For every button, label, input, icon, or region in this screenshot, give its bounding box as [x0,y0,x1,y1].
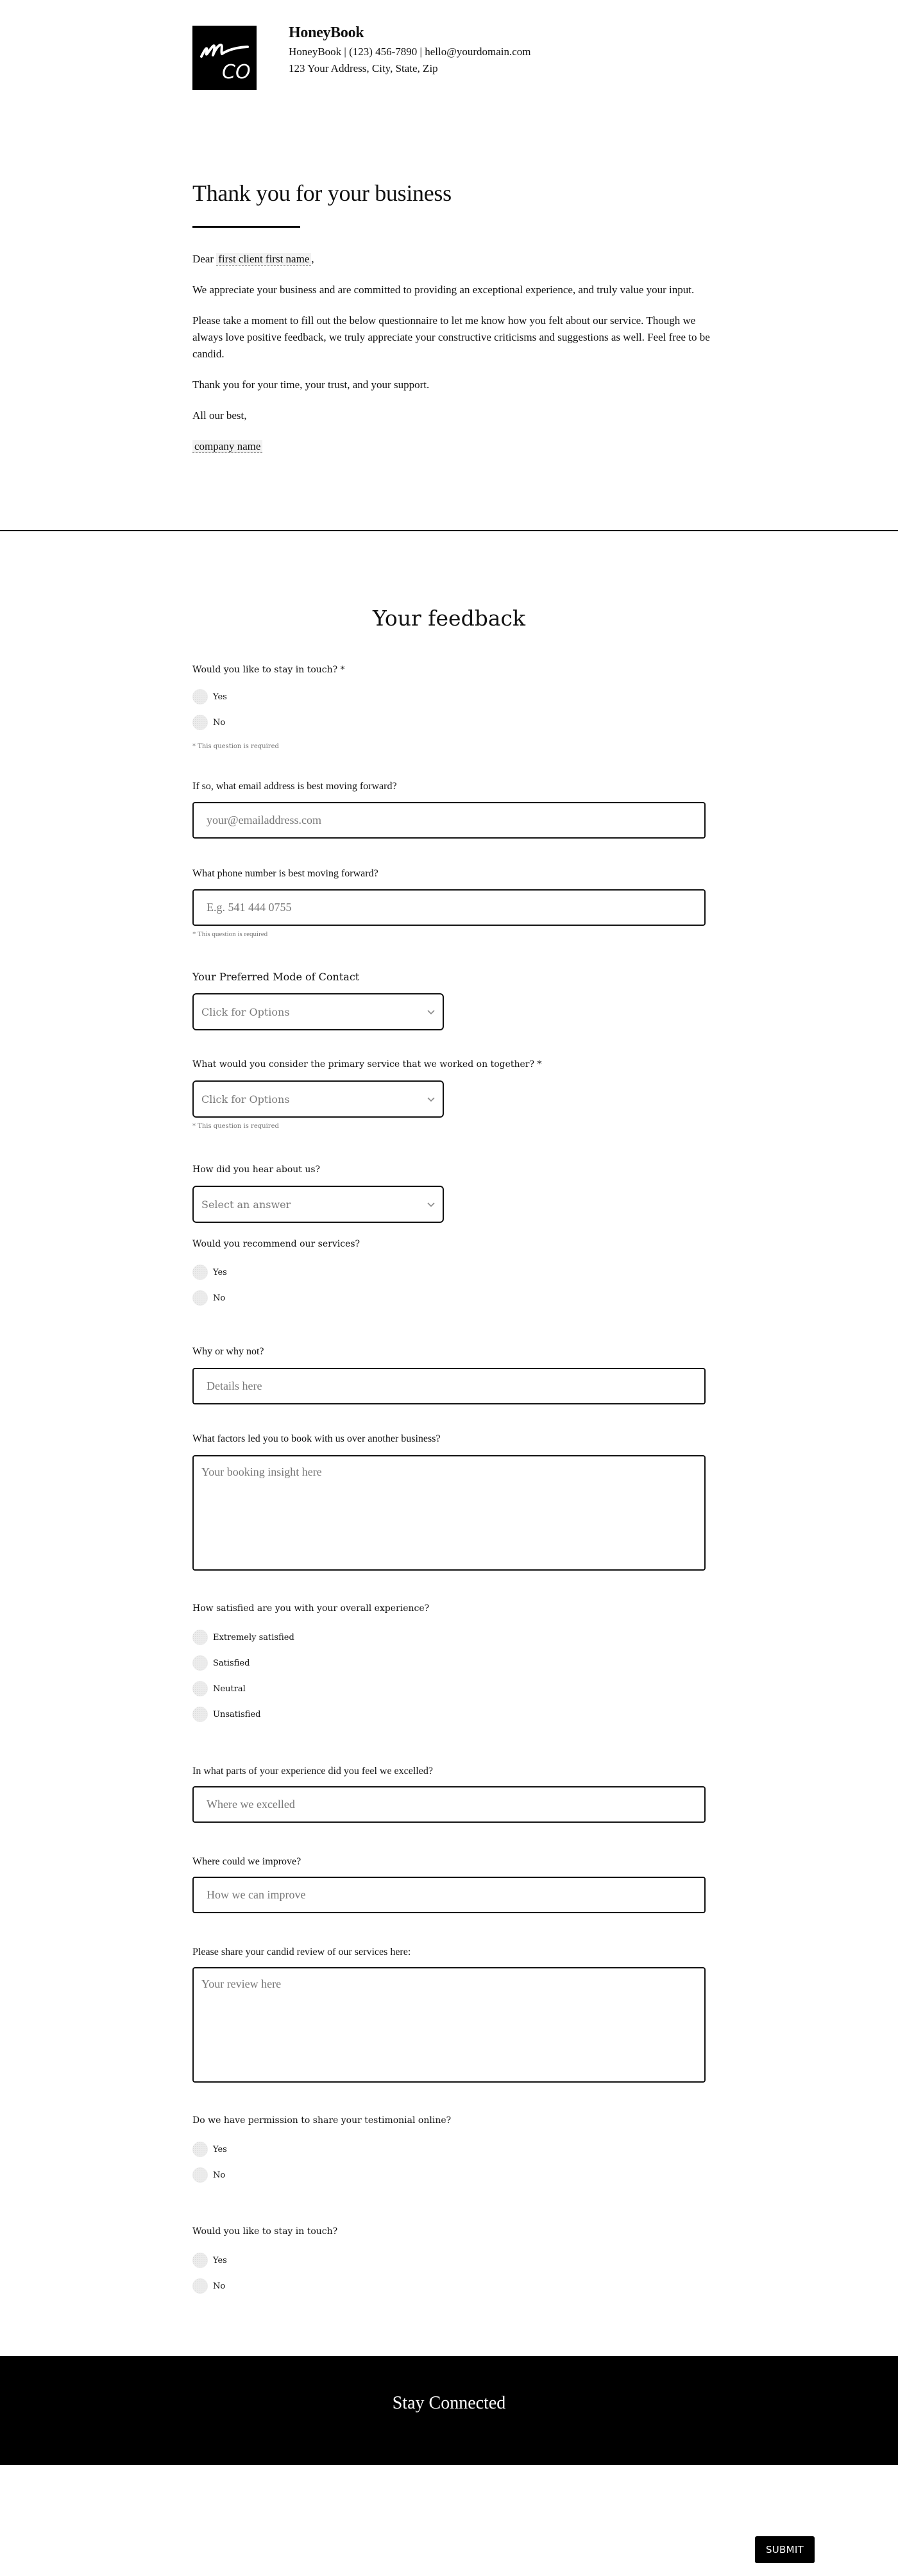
thank-you-letter [192,173,718,455]
select-value: Select an answer [201,1198,291,1211]
radio-label: Yes [213,2144,227,2154]
question-why-label: Why or why not? [192,1346,264,1357]
radio-circle-icon[interactable] [192,2142,208,2157]
email-input[interactable]: your@emailaddress.com [192,802,706,839]
radio-stay-in-touch-no[interactable] [192,714,225,731]
letter-signature [192,438,718,455]
phone-input[interactable]: E.g. 541 444 0755 [192,889,706,926]
radio-circle-icon[interactable] [192,1681,208,1696]
radio-label: Yes [213,2255,227,2265]
radio-stay-in-touch-yes[interactable] [192,688,227,705]
radio-label: Unsatisfied [213,1709,261,1719]
chevron-down-icon [426,1094,436,1104]
select-value: Click for Options [201,1005,290,1018]
radio-label: No [213,2170,226,2180]
radio-stay-in-touch-2-no[interactable] [192,2278,225,2294]
letter-signoff: All our best, [192,409,247,422]
radio-satisfaction-extremely-satisfied[interactable] [192,1629,294,1646]
radio-circle-icon[interactable] [192,2253,208,2268]
submit-button[interactable]: SUBMIT [755,2536,815,2563]
radio-circle-icon[interactable] [192,2167,208,2183]
radio-circle-icon[interactable] [192,1630,208,1645]
review-textarea[interactable]: Your review here [192,1967,706,2083]
radio-circle-icon[interactable] [192,715,208,730]
improve-input[interactable]: How we can improve [192,1877,706,1913]
question-excelled-label: In what parts of your experience did you feel we excelled? [192,1766,433,1777]
question-improve-label: Where could we improve? [192,1856,301,1867]
stay-connected-title: Stay Connected [392,2393,506,2413]
svg-text:CO: CO [222,61,251,83]
question-phone-label: What phone number is best moving forward? [192,868,378,879]
company-logo [192,26,257,90]
section-divider [0,530,898,531]
factors-textarea[interactable]: Your booking insight here [192,1455,706,1571]
radio-circle-icon[interactable] [192,2278,208,2294]
required-note: * This question is required [192,743,279,750]
greeting-prefix: Dear [192,253,214,265]
radio-label: No [213,717,226,728]
brand-address-line: 123 Your Address, City, State, Zip [289,62,438,74]
contact-mode-select[interactable] [192,993,444,1030]
chevron-down-icon [426,1199,436,1209]
question-permission-label: Do we have permission to share your testimonial online? [192,2115,452,2126]
radio-label: No [213,2281,226,2291]
question-hear-about-label: How did you hear about us? [192,1164,321,1175]
radio-satisfaction-satisfied[interactable] [192,1655,250,1671]
question-satisfaction-label: How satisfied are you with your overall experience? [192,1603,430,1614]
radio-circle-icon[interactable] [192,1265,208,1280]
company-name-token[interactable]: company name [192,440,262,453]
question-stay-in-touch-2-label: Would you like to stay in touch? [192,2226,338,2237]
brand-name: HoneyBook [289,24,364,41]
question-contact-mode-label: Your Preferred Mode of Contact [192,971,360,983]
radio-permission-no[interactable] [192,2167,225,2183]
hear-about-select[interactable] [192,1186,444,1223]
radio-circle-icon[interactable] [192,1707,208,1722]
radio-label: No [213,1293,226,1303]
radio-satisfaction-neutral[interactable] [192,1680,246,1697]
feedback-title: Your feedback [373,606,525,631]
radio-permission-yes[interactable] [192,2141,227,2158]
radio-circle-icon[interactable] [192,689,208,704]
letter-paragraph: Thank you for your time, your trust, and your support. [192,379,430,391]
required-note: * This question is required [192,930,268,938]
client-name-token[interactable]: first client first name [216,253,311,266]
required-note: * This question is required [192,1123,279,1130]
question-factors-label: What factors led you to book with us over another business? [192,1433,441,1444]
letter-title: Thank you for your business [192,180,452,206]
question-email-label: If so, what email address is best moving forward? [192,781,397,792]
radio-recommend-no[interactable] [192,1290,225,1306]
letter-greeting [192,251,718,268]
radio-circle-icon[interactable] [192,1290,208,1306]
why-input[interactable]: Details here [192,1368,706,1404]
primary-service-select[interactable] [192,1080,444,1118]
radio-label: Satisfied [213,1658,250,1668]
brand-contact-line: HoneyBook | (123) 456-7890 | hello@yourdomain.com [289,46,531,58]
radio-satisfaction-unsatisfied[interactable] [192,1706,261,1723]
letter-paragraph: We appreciate your business and are committed to providing an exceptional experience, and truly value your input. [192,284,695,296]
greeting-suffix: , [311,253,314,265]
excelled-input[interactable]: Where we excelled [192,1786,706,1823]
question-primary-service-label: What would you consider the primary service that we worked on together? * [192,1059,542,1070]
question-recommend-label: Would you recommend our services? [192,1239,360,1249]
select-value: Click for Options [201,1093,290,1105]
chevron-down-icon [426,1007,436,1017]
radio-circle-icon[interactable] [192,1655,208,1671]
letter-paragraph: Please take a moment to fill out the below questionnaire to let me know how you felt about our service. Though we always love positive feedback, we truly appreciate your constructive criticisms and suggestions as well. Feel free to be candid. [192,314,710,360]
question-review-label: Please share your candid review of our services here: [192,1947,411,1958]
radio-label: Neutral [213,1684,246,1694]
question-stay-in-touch-label: Would you like to stay in touch? * [192,665,345,675]
mco-monogram-icon [192,26,257,90]
title-underline [192,226,300,228]
radio-label: Yes [213,692,227,702]
radio-recommend-yes[interactable] [192,1264,227,1281]
radio-stay-in-touch-2-yes[interactable] [192,2252,227,2269]
radio-label: Yes [213,1267,227,1277]
radio-label: Extremely satisfied [213,1632,294,1642]
